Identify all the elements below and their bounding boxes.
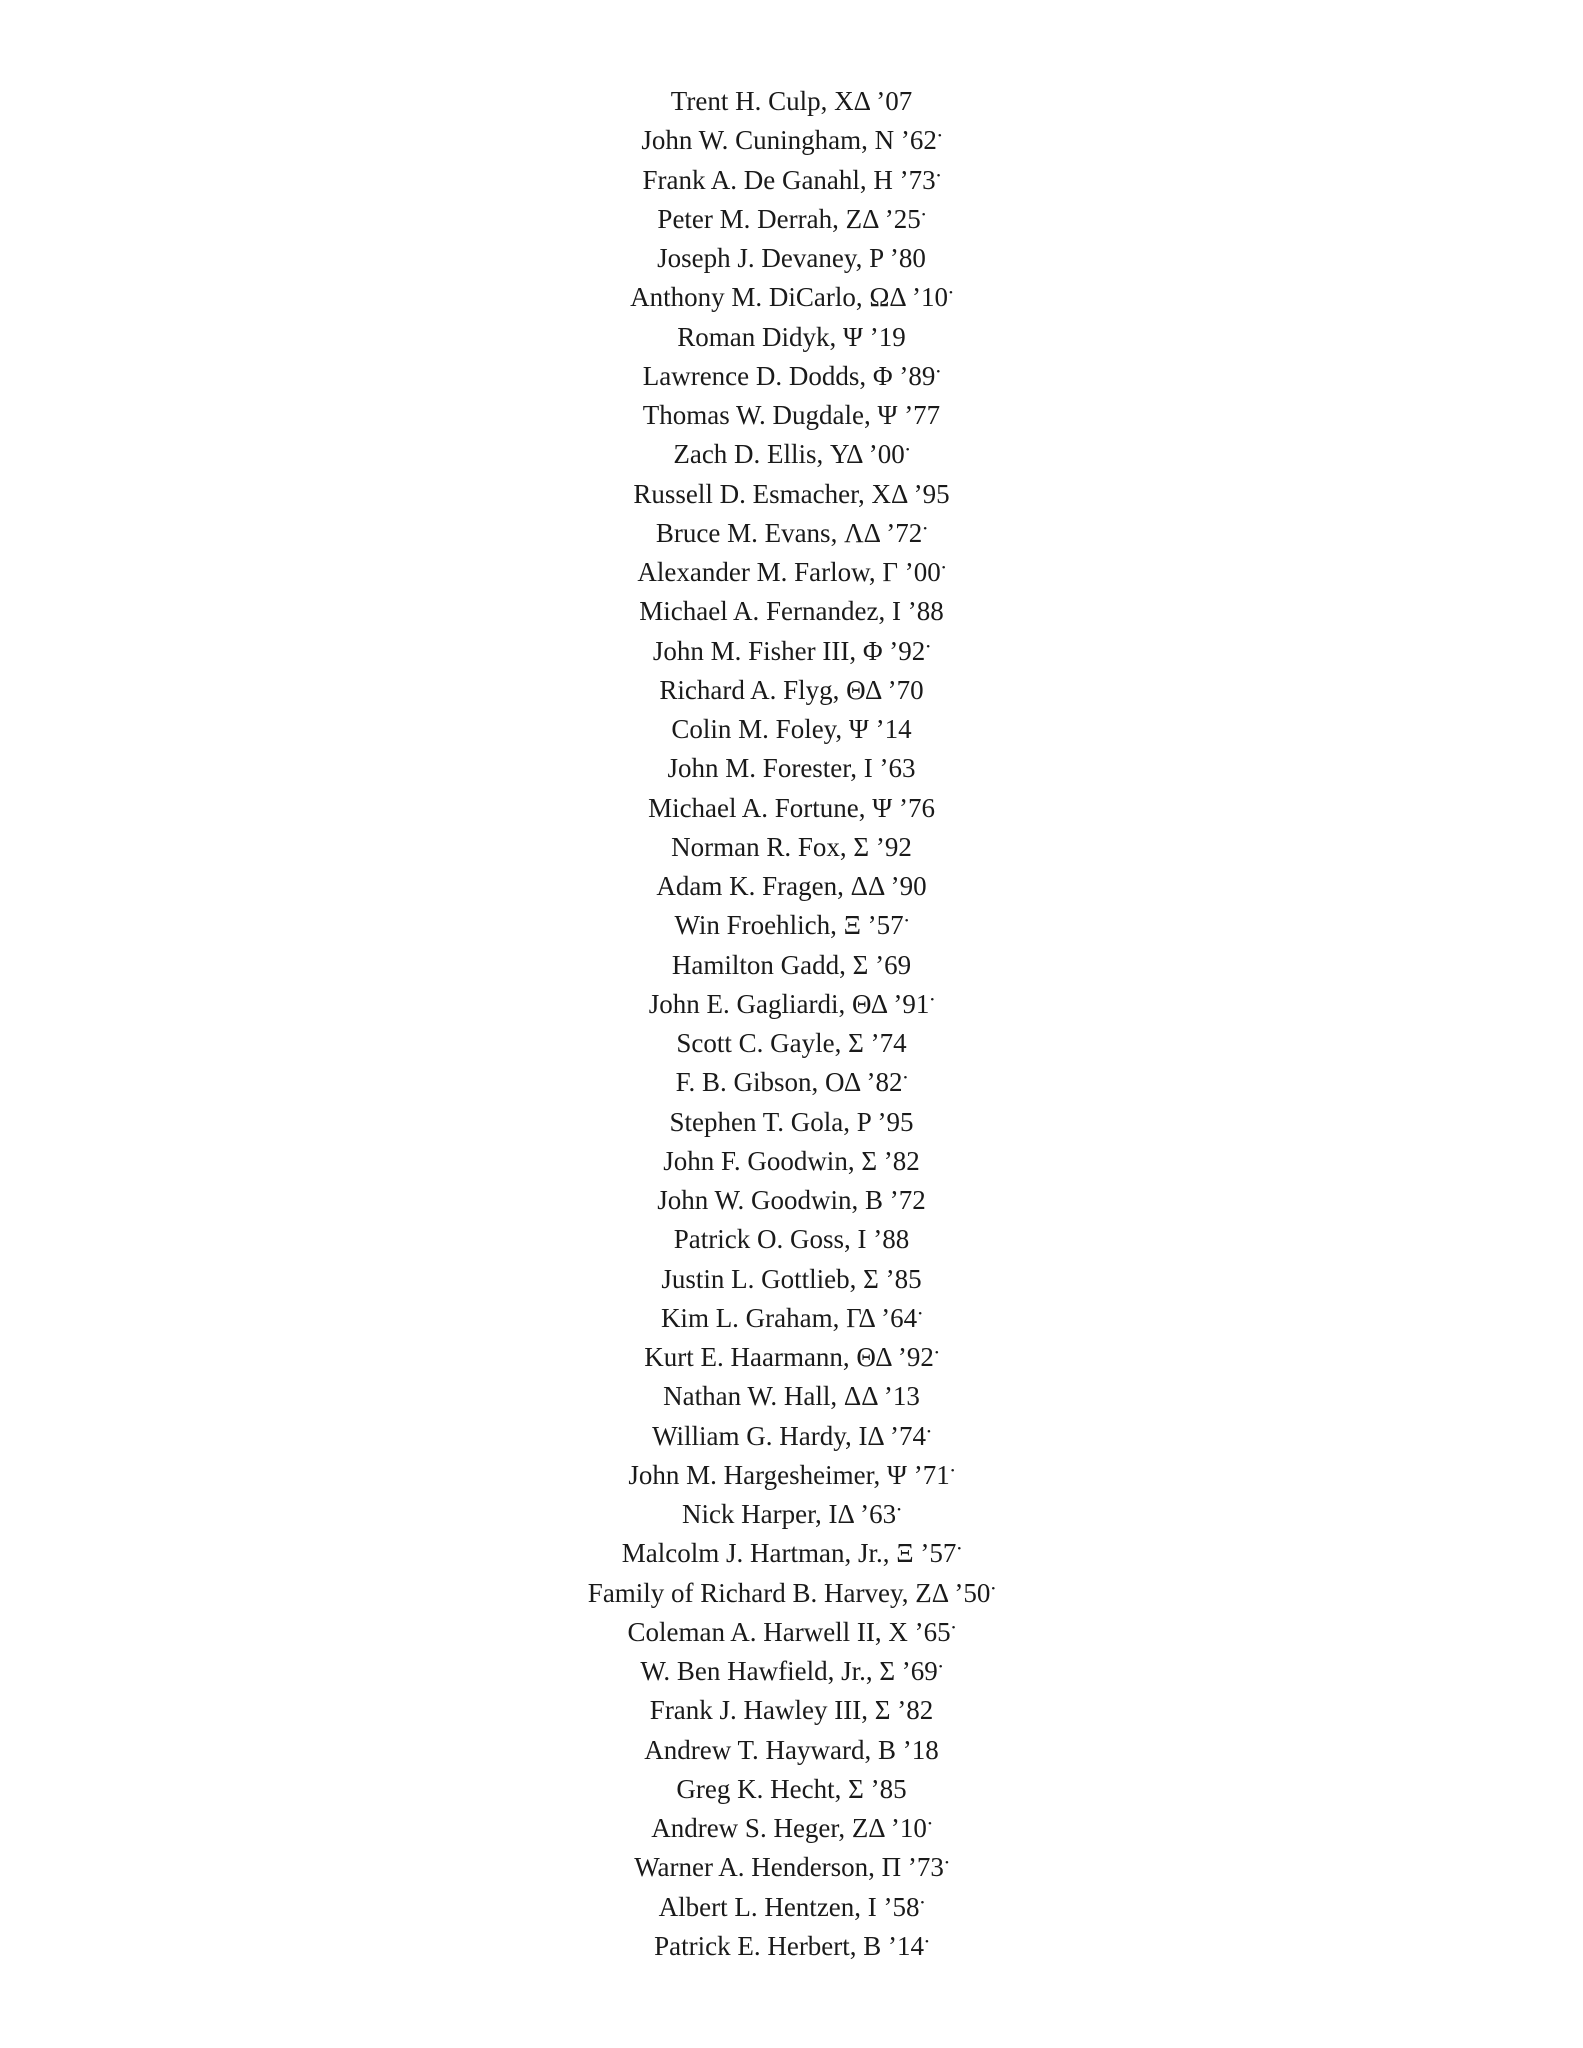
donor-entry [0,1652,1583,1691]
donor-name: Andrew T. Hayward, B ’18 [644,1734,939,1765]
donor-entry [0,239,1583,278]
donor-entry [0,671,1583,710]
donor-entry [0,1103,1583,1142]
donor-entry [0,1181,1583,1220]
donor-name: John M. Fisher III, Φ ’92 [652,635,926,666]
donor-entry [0,828,1583,867]
deceased-marker-icon: • [925,1935,929,1948]
donor-entry [0,357,1583,396]
donor-entry [0,906,1583,945]
donor-name: F. B. Gibson, ΟΔ ’82 [675,1067,903,1098]
donor-entry [0,749,1583,788]
deceased-marker-icon: • [921,208,926,221]
donor-entry [0,1338,1583,1377]
donor-entry [0,1848,1583,1887]
deceased-marker-icon: • [936,365,941,378]
donor-name: Roman Didyk, Ψ ’19 [677,321,906,352]
deceased-marker-icon: • [938,1661,943,1673]
donor-name: Zach D. Ellis, ΥΔ ’00 [673,439,905,470]
donor-name: Andrew S. Heger, ΖΔ ’10 [651,1813,927,1843]
donor-name: Peter M. Derrah, ΖΔ ’25 [657,203,921,234]
donor-name: Greg K. Hecht, Σ ’85 [676,1773,907,1804]
donor-name: Patrick O. Goss, I ’88 [673,1224,910,1255]
donor-entry [0,1142,1583,1181]
donor-name: Family of Richard B. Harvey, ΖΔ ’50 [587,1577,991,1608]
donor-entry [0,1613,1583,1652]
donor-name: Anthony M. DiCarlo, ΩΔ ’10 [630,282,949,313]
deceased-marker-icon: • [918,1307,923,1320]
donor-entry [0,1888,1583,1927]
donor-name: John E. Gagliardi, ΘΔ ’91 [648,988,930,1019]
donor-entry [0,867,1583,906]
donor-name: Win Froehlich, Ξ ’57 [674,910,904,941]
donor-entry [0,1927,1583,1966]
donor-name: Scott C. Gayle, Σ ’74 [676,1028,907,1058]
donor-name: Norman R. Fox, Σ ’92 [671,831,912,862]
deceased-marker-icon: • [904,915,909,928]
donor-entry [0,121,1583,160]
donor-entry [0,1809,1583,1848]
deceased-marker-icon: • [949,287,953,300]
donor-entry [0,161,1583,200]
donor-entry [0,632,1583,671]
donor-entry [0,1063,1583,1102]
deceased-marker-icon: • [934,1347,939,1359]
donor-name: Malcolm J. Hartman, Jr., Ξ ’57 [621,1538,957,1569]
donor-name: Russell D. Esmacher, ΧΔ ’95 [633,478,950,509]
donor-entry [0,1220,1583,1259]
donor-entry [0,1691,1583,1730]
donor-name: John W. Goodwin, B ’72 [657,1185,926,1215]
deceased-marker-icon: • [927,1425,931,1438]
donor-name: Michael A. Fernandez, I ’88 [639,596,944,627]
donor-entry [0,1456,1583,1495]
donor-name: John M. Hargesheimer, Ψ ’71 [628,1459,950,1490]
donor-entry [0,1731,1583,1770]
donor-name: Thomas W. Dugdale, Ψ ’77 [642,400,941,430]
deceased-marker-icon: • [920,1896,925,1909]
donor-entry [0,985,1583,1024]
donor-name: Nathan W. Hall, ΔΔ ’13 [663,1381,920,1412]
donor-entry [0,1574,1583,1613]
donor-entry [0,1417,1583,1456]
donor-entry [0,789,1583,828]
donor-name: Alexander M. Farlow, Γ ’00 [637,557,941,587]
donor-name: John M. Forester, I ’63 [667,753,916,784]
donor-entry [0,396,1583,435]
donor-name: Patrick E. Herbert, B ’14 [654,1930,925,1961]
donor-name: Stephen T. Gola, P ’95 [669,1106,914,1137]
donor-entry [0,278,1583,317]
donor-entry [0,1770,1583,1809]
donor-name: Adam K. Fragen, ΔΔ ’90 [656,871,927,901]
donor-entry [0,82,1583,121]
donor-name: Justin L. Gottlieb, Σ ’85 [661,1263,922,1294]
donor-name: Bruce M. Evans, ΛΔ ’72 [655,517,923,548]
donor-entry [0,946,1583,985]
donor-entry [0,553,1583,592]
donor-name: John F. Goodwin, Σ ’82 [663,1145,920,1176]
donor-name: Joseph J. Devaney, P ’80 [657,243,926,273]
deceased-marker-icon: • [923,522,928,535]
donor-entry [0,1260,1583,1299]
donor-name: Lawrence D. Dodds, Φ ’89 [642,360,936,391]
deceased-marker-icon: • [926,640,931,653]
donor-entry [0,514,1583,553]
deceased-marker-icon: • [897,1504,902,1516]
donor-entry [0,1299,1583,1338]
donor-list-page [0,82,1583,1966]
donor-entry [0,435,1583,474]
donor-name: Richard A. Flyg, ΘΔ ’70 [659,674,924,705]
donor-name: John W. Cuningham, N ’62 [641,125,937,156]
donor-name: Nick Harper, IΔ ’63 [681,1499,897,1529]
deceased-marker-icon: • [930,993,935,1006]
deceased-marker-icon: • [927,1818,932,1830]
donor-entry [0,1495,1583,1534]
deceased-marker-icon: • [937,130,942,143]
donor-entry [0,1377,1583,1416]
donor-name: Coleman A. Harwell II, X ’65 [627,1616,951,1647]
donor-name: Hamilton Gadd, Σ ’69 [671,949,912,980]
donor-name: Kurt E. Haarmann, ΘΔ ’92 [644,1342,934,1372]
deceased-marker-icon: • [991,1582,996,1595]
donor-entry [0,200,1583,239]
deceased-marker-icon: • [936,169,941,182]
deceased-marker-icon: • [951,1621,956,1634]
donor-name: Albert L. Hentzen, I ’58 [658,1891,920,1922]
donor-name: Michael A. Fortune, Ψ ’76 [648,792,935,823]
deceased-marker-icon: • [941,562,946,574]
deceased-marker-icon: • [950,1464,955,1477]
donor-name: Colin M. Foley, Ψ ’14 [671,714,912,744]
deceased-marker-icon: • [905,444,910,457]
donor-name: Frank J. Hawley III, Σ ’82 [649,1695,934,1726]
donor-entry [0,710,1583,749]
donor-name: Trent H. Culp, ΧΔ ’07 [670,86,913,116]
donor-entry [0,318,1583,357]
deceased-marker-icon: • [944,1857,949,1870]
donor-name: Kim L. Graham, ΓΔ ’64 [660,1302,918,1333]
donor-entry [0,592,1583,631]
donor-name: Frank A. De Ganahl, H ’73 [642,164,936,195]
donor-name: William G. Hardy, IΔ ’74 [652,1420,927,1451]
deceased-marker-icon: • [903,1072,908,1085]
donor-name: Warner A. Henderson, Π ’73 [634,1852,944,1883]
donor-name: W. Ben Hawfield, Jr., Σ ’69 [640,1656,938,1686]
deceased-marker-icon: • [957,1543,962,1556]
donor-entry [0,1024,1583,1063]
donor-entry [0,1534,1583,1573]
donor-entry [0,475,1583,514]
donor-list [0,82,1583,1966]
